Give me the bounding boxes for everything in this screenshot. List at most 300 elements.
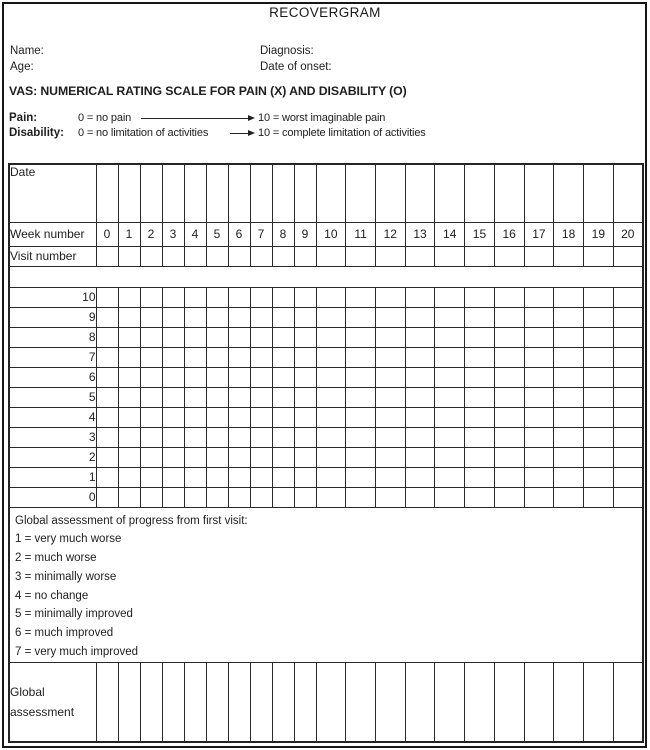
rating-cell [494, 487, 524, 507]
week-number-cell: 12 [375, 222, 405, 246]
rating-cell [228, 327, 250, 347]
week-number-cell: 16 [494, 222, 524, 246]
rating-cell [346, 367, 376, 387]
visit-number-cell [465, 246, 495, 266]
rating-cell [375, 407, 405, 427]
rating-cell [583, 347, 613, 367]
rating-cell [228, 347, 250, 367]
rating-cell [494, 287, 524, 307]
spacer-cell [9, 266, 643, 287]
rating-cell [465, 427, 495, 447]
rating-cell [405, 487, 435, 507]
visit-number-cell [346, 246, 376, 266]
rating-cell [346, 407, 376, 427]
rating-cell [184, 387, 206, 407]
rating-cell [435, 487, 465, 507]
global-assessment-cell [346, 662, 376, 742]
rating-cell [405, 347, 435, 367]
rating-cell [140, 427, 162, 447]
week-number-cell: 5 [206, 222, 228, 246]
rating-cell [118, 307, 140, 327]
rating-cell [346, 287, 376, 307]
rating-cell [250, 427, 272, 447]
rating-cell [375, 487, 405, 507]
date-cell [435, 164, 465, 222]
week-number-cell: 14 [435, 222, 465, 246]
rating-cell [96, 447, 118, 467]
rating-cell [524, 467, 554, 487]
rating-cell [435, 387, 465, 407]
rating-cell [465, 287, 495, 307]
rating-cell [554, 287, 584, 307]
rating-cell [316, 287, 346, 307]
rating-cell [465, 467, 495, 487]
rating-cell [228, 407, 250, 427]
rating-cell [118, 447, 140, 467]
rating-cell [206, 447, 228, 467]
disability-scale-arrow-icon [230, 133, 248, 134]
disability-scale-min: 0 = no limitation of activities [78, 127, 209, 139]
rating-cell [184, 367, 206, 387]
global-assessment-cell [435, 662, 465, 742]
rating-cell [613, 287, 643, 307]
rating-cell [140, 307, 162, 327]
rating-cell [405, 287, 435, 307]
rating-cell [184, 307, 206, 327]
rating-cell [118, 347, 140, 367]
rating-cell [294, 327, 316, 347]
global-assessment-cell [294, 662, 316, 742]
rating-cell [294, 367, 316, 387]
rating-cell [405, 327, 435, 347]
rating-cell [250, 447, 272, 467]
week-number-cell: 10 [316, 222, 346, 246]
rating-cell [346, 307, 376, 327]
rating-cell [465, 407, 495, 427]
rating-cell [96, 367, 118, 387]
rating-cell [272, 447, 294, 467]
global-assessment-cell [554, 662, 584, 742]
rating-cell [294, 447, 316, 467]
rating-cell [184, 467, 206, 487]
rating-cell [228, 367, 250, 387]
rating-cell [346, 447, 376, 467]
rating-cell [140, 467, 162, 487]
rating-cell [250, 287, 272, 307]
rating-cell [316, 367, 346, 387]
rating-row-7 [9, 347, 643, 367]
rating-cell [375, 287, 405, 307]
date-row-label: Date [9, 164, 96, 222]
rating-row-label: 10 [9, 287, 96, 307]
recovergram-grid [8, 163, 644, 743]
rating-row-label: 4 [9, 407, 96, 427]
rating-cell [294, 427, 316, 447]
age-field-label: Age: [10, 61, 34, 73]
rating-row-0 [9, 487, 643, 507]
date-cell [96, 164, 118, 222]
rating-cell [524, 367, 554, 387]
vas-scale-heading: VAS: NUMERICAL RATING SCALE FOR PAIN (X) AND DISABILITY (O) [9, 84, 407, 98]
global-assessment-cell [162, 662, 184, 742]
rating-cell [316, 467, 346, 487]
name-field-label: Name: [10, 45, 44, 57]
rating-cell [554, 487, 584, 507]
rating-row-4 [9, 407, 643, 427]
rating-cell [228, 307, 250, 327]
rating-cell [583, 427, 613, 447]
date-cell [118, 164, 140, 222]
global-assessment-row-label: Global assessment [9, 662, 96, 742]
rating-cell [405, 367, 435, 387]
rating-cell [435, 407, 465, 427]
rating-cell [162, 287, 184, 307]
week-number-cell: 2 [140, 222, 162, 246]
rating-row-label: 7 [9, 347, 96, 367]
legend-item: 1 = very much worse [15, 533, 122, 546]
visit-number-cell [272, 246, 294, 266]
rating-cell [524, 307, 554, 327]
week-number-cell: 20 [613, 222, 643, 246]
rating-cell [316, 407, 346, 427]
rating-cell [96, 467, 118, 487]
rating-cell [294, 347, 316, 367]
visit-number-cell [613, 246, 643, 266]
rating-cell [140, 387, 162, 407]
global-assessment-cell [494, 662, 524, 742]
rating-cell [554, 327, 584, 347]
rating-cell [184, 407, 206, 427]
week-number-cell: 8 [272, 222, 294, 246]
rating-cell [184, 427, 206, 447]
pain-scale-arrow-icon [141, 118, 248, 119]
rating-cell [96, 407, 118, 427]
global-assessment-legend-row [9, 507, 643, 662]
week-number-row-label: Week number [9, 222, 96, 246]
rating-cell [118, 487, 140, 507]
rating-cell [184, 487, 206, 507]
rating-cell [272, 487, 294, 507]
rating-cell [316, 307, 346, 327]
form-title: RECOVERGRAM [269, 5, 381, 20]
rating-cell [465, 487, 495, 507]
date-cell [583, 164, 613, 222]
rating-cell [294, 487, 316, 507]
rating-cell [435, 367, 465, 387]
rating-cell [294, 307, 316, 327]
visit-number-cell [140, 246, 162, 266]
rating-cell [272, 287, 294, 307]
rating-cell [162, 367, 184, 387]
rating-cell [583, 287, 613, 307]
rating-cell [346, 467, 376, 487]
rating-cell [96, 327, 118, 347]
rating-cell [435, 287, 465, 307]
rating-cell [494, 327, 524, 347]
global-assessment-cell [583, 662, 613, 742]
date-cell [294, 164, 316, 222]
global-assessment-cell [250, 662, 272, 742]
rating-cell [228, 487, 250, 507]
rating-row-label: 3 [9, 427, 96, 447]
rating-cell [118, 287, 140, 307]
date-cell [524, 164, 554, 222]
rating-cell [250, 467, 272, 487]
visit-number-cell [375, 246, 405, 266]
date-cell [375, 164, 405, 222]
global-assessment-cell [272, 662, 294, 742]
legend-item: 4 = no change [15, 589, 89, 602]
legend-item: 6 = much improved [15, 627, 114, 640]
visit-number-cell [228, 246, 250, 266]
rating-cell [494, 427, 524, 447]
visit-number-cell [494, 246, 524, 266]
rating-row-label: 1 [9, 467, 96, 487]
visit-number-cell [250, 246, 272, 266]
rating-cell [554, 367, 584, 387]
rating-cell [435, 327, 465, 347]
legend-item: 2 = much worse [15, 552, 97, 565]
rating-cell [294, 407, 316, 427]
rating-cell [316, 347, 346, 367]
rating-cell [613, 307, 643, 327]
rating-cell [96, 307, 118, 327]
pain-scale-max: 10 = worst imaginable pain [258, 112, 386, 124]
rating-cell [272, 347, 294, 367]
rating-cell [375, 307, 405, 327]
week-number-cell: 11 [346, 222, 376, 246]
rating-cell [316, 387, 346, 407]
visit-number-row-label: Visit number [9, 246, 96, 266]
rating-cell [206, 427, 228, 447]
rating-cell [465, 327, 495, 347]
rating-cell [524, 447, 554, 467]
rating-cell [206, 327, 228, 347]
legend-item: 5 = minimally improved [15, 608, 133, 621]
rating-cell [96, 347, 118, 367]
rating-cell [405, 307, 435, 327]
rating-cell [435, 347, 465, 367]
rating-cell [206, 347, 228, 367]
rating-cell [272, 367, 294, 387]
rating-cell [375, 327, 405, 347]
rating-cell [346, 427, 376, 447]
rating-cell [524, 287, 554, 307]
visit-number-cell [554, 246, 584, 266]
rating-row-9 [9, 307, 643, 327]
rating-cell [272, 387, 294, 407]
rating-cell [118, 467, 140, 487]
visit-number-cell [206, 246, 228, 266]
rating-row-10 [9, 287, 643, 307]
rating-row-8 [9, 327, 643, 347]
global-assessment-cell [524, 662, 554, 742]
global-assessment-legend [10, 508, 642, 662]
rating-cell [613, 367, 643, 387]
rating-cell [250, 487, 272, 507]
global-assessment-cell [375, 662, 405, 742]
pain-scale-min: 0 = no pain [78, 112, 132, 124]
rating-row-5 [9, 387, 643, 407]
rating-cell [140, 367, 162, 387]
rating-row-2 [9, 447, 643, 467]
rating-cell [250, 327, 272, 347]
rating-cell [316, 447, 346, 467]
rating-cell [494, 347, 524, 367]
rating-cell [583, 307, 613, 327]
rating-row-label: 9 [9, 307, 96, 327]
date-cell [228, 164, 250, 222]
visit-number-cell [405, 246, 435, 266]
rating-cell [613, 467, 643, 487]
rating-row-label: 5 [9, 387, 96, 407]
rating-row-label: 2 [9, 447, 96, 467]
rating-cell [613, 407, 643, 427]
visit-number-row [9, 246, 643, 266]
rating-cell [162, 347, 184, 367]
visit-number-cell [96, 246, 118, 266]
rating-cell [272, 407, 294, 427]
date-cell [206, 164, 228, 222]
rating-cell [375, 467, 405, 487]
global-assessment-cell [96, 662, 118, 742]
rating-cell [524, 407, 554, 427]
rating-cell [613, 347, 643, 367]
rating-cell [96, 487, 118, 507]
disability-scale-label: Disability: [9, 127, 64, 139]
rating-cell [228, 387, 250, 407]
rating-cell [228, 447, 250, 467]
week-number-cell: 0 [96, 222, 118, 246]
date-cell [140, 164, 162, 222]
week-number-cell: 3 [162, 222, 184, 246]
rating-cell [250, 407, 272, 427]
rating-cell [184, 287, 206, 307]
week-number-cell: 19 [583, 222, 613, 246]
rating-cell [405, 447, 435, 467]
date-cell [405, 164, 435, 222]
rating-cell [494, 407, 524, 427]
rating-row-6 [9, 367, 643, 387]
rating-row-label: 0 [9, 487, 96, 507]
rating-cell [162, 467, 184, 487]
disability-scale-max: 10 = complete limitation of activities [258, 127, 426, 139]
date-cell [184, 164, 206, 222]
rating-cell [272, 307, 294, 327]
week-number-cell: 15 [465, 222, 495, 246]
rating-cell [140, 407, 162, 427]
global-assessment-cell [184, 662, 206, 742]
rating-cell [294, 387, 316, 407]
rating-cell [206, 487, 228, 507]
rating-cell [272, 427, 294, 447]
week-number-cell: 6 [228, 222, 250, 246]
rating-cell [465, 307, 495, 327]
rating-cell [465, 347, 495, 367]
rating-cell [140, 287, 162, 307]
visit-number-cell [435, 246, 465, 266]
rating-cell [613, 387, 643, 407]
rating-cell [250, 387, 272, 407]
rating-cell [554, 347, 584, 367]
visit-number-cell [583, 246, 613, 266]
visit-number-cell [162, 246, 184, 266]
rating-cell [465, 367, 495, 387]
rating-cell [405, 407, 435, 427]
rating-cell [118, 367, 140, 387]
rating-cell [494, 387, 524, 407]
rating-cell [294, 467, 316, 487]
rating-cell [118, 407, 140, 427]
global-assessment-cell [316, 662, 346, 742]
week-number-cell: 9 [294, 222, 316, 246]
rating-cell [206, 387, 228, 407]
rating-cell [554, 387, 584, 407]
rating-cell [162, 307, 184, 327]
rating-cell [346, 487, 376, 507]
visit-number-cell [118, 246, 140, 266]
rating-cell [375, 367, 405, 387]
rating-cell [162, 487, 184, 507]
visit-number-cell [316, 246, 346, 266]
rating-cell [613, 487, 643, 507]
rating-cell [583, 387, 613, 407]
week-number-cell: 13 [405, 222, 435, 246]
date-cell [250, 164, 272, 222]
date-cell [465, 164, 495, 222]
rating-cell [316, 487, 346, 507]
rating-cell [250, 307, 272, 327]
global-assessment-cell [140, 662, 162, 742]
rating-cell [140, 447, 162, 467]
rating-cell [494, 367, 524, 387]
rating-cell [162, 407, 184, 427]
rating-cell [375, 347, 405, 367]
rating-cell [184, 327, 206, 347]
rating-cell [346, 347, 376, 367]
week-number-row [9, 222, 643, 246]
visit-number-cell [524, 246, 554, 266]
rating-cell [613, 327, 643, 347]
rating-cell [405, 467, 435, 487]
rating-cell [184, 347, 206, 367]
global-assessment-cell [465, 662, 495, 742]
date-cell [316, 164, 346, 222]
rating-cell [250, 367, 272, 387]
rating-cell [583, 327, 613, 347]
rating-cell [613, 447, 643, 467]
rating-cell [405, 387, 435, 407]
rating-cell [316, 427, 346, 447]
rating-cell [184, 447, 206, 467]
global-assessment-cell [228, 662, 250, 742]
rating-cell [118, 427, 140, 447]
rating-row-1 [9, 467, 643, 487]
rating-cell [162, 427, 184, 447]
rating-cell [583, 467, 613, 487]
date-cell [494, 164, 524, 222]
rating-cell [554, 407, 584, 427]
rating-cell [140, 347, 162, 367]
rating-cell [583, 447, 613, 467]
rating-cell [206, 407, 228, 427]
rating-cell [96, 387, 118, 407]
visit-number-cell [184, 246, 206, 266]
rating-cell [435, 307, 465, 327]
global-assessment-cell [405, 662, 435, 742]
rating-cell [583, 407, 613, 427]
date-cell [272, 164, 294, 222]
